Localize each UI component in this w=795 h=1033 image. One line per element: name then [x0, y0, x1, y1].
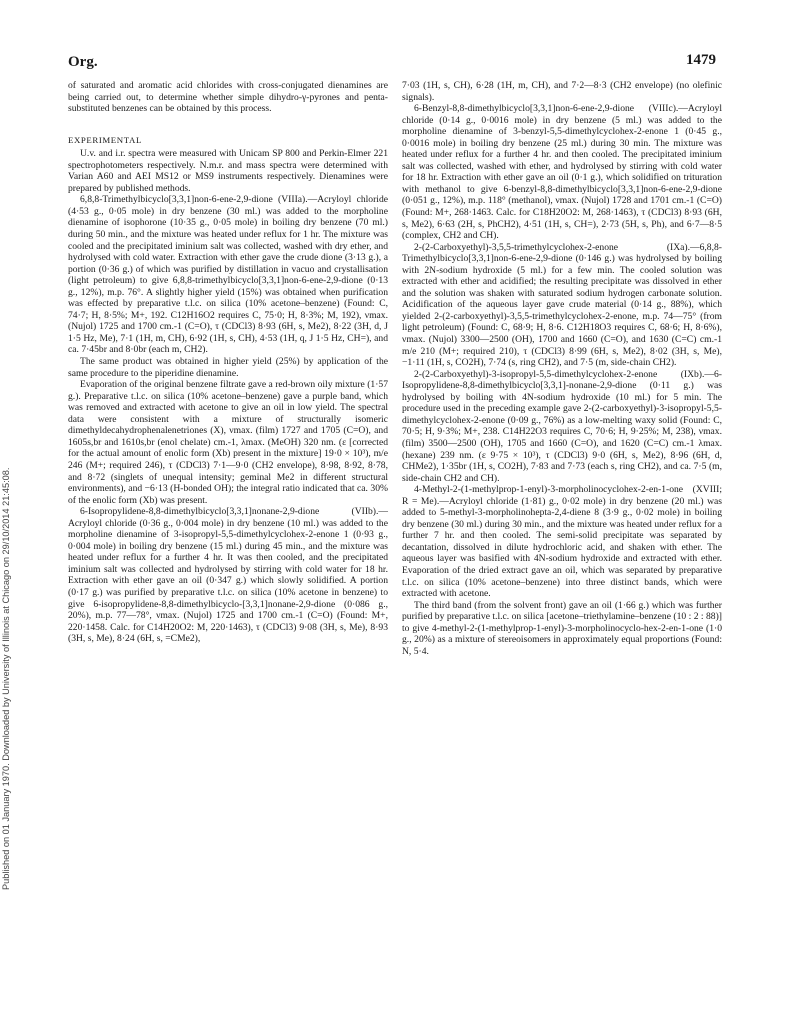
download-watermark: Published on 01 January 1970. Downloaded by University of Illinois at Chicago on 29/10/2014 21:45:08.	[1, 467, 11, 890]
paragraph: U.v. and i.r. spectra were measured with Unicam SP 800 and Perkin-Elmer 221 spectrophotometers respectively. N.m.r. and mass spectra were determined with Varian A60 and AEI MS12 or MS9 instruments respectively. Dienamines were prepared by published methods.	[68, 148, 388, 194]
paragraph: 7·03 (1H, s, CH), 6·28 (1H, m, CH), and 7·2—8·3 (CH2 envelope) (no olefinic signals).	[402, 80, 722, 103]
paragraph: of saturated and aromatic acid chlorides with cross-conjugated dienamines are being carried out, to determine whether simple dihydro-γ-pyrones and penta-substituted benzenes can be obtained by this process.	[68, 80, 388, 115]
page-number: 1479	[686, 52, 716, 68]
paragraph: Evaporation of the original benzene filtrate gave a red-brown oily mixture (1·57 g.). Preparative t.l.c. on silica (10% acetone–benzene) gave a purple band, which was removed and extracted with acetone to give an oil in low yield. The spectral data were consistent with a mixture of structurally isomeric dimethyldecahydrophenalenetriones (X), νmax. (film) 1727 and 1705 (C=O), and 1605s,br and 1610s,br (enol chelate) cm.-1, λmax. (MeOH) 320 nm. (ε [corrected for the actual amount of enolic form (Xb) present in the mixture] 19·0 × 10³), m/e 246 (M+; required 246), τ (CDCl3) 7·1—9·0 (CH2 envelope), 8·98, 8·92, 8·78, and 8·72 (singlets of unequal intensity; geminal Me2 in different structural environments), and −6·13 (H-bonded OH); the integral ratio indicated that ca. 30% of the enolic form (Xb) was present.	[68, 379, 388, 506]
paragraph: 6,8,8-Trimethylbicyclo[3,3,1]non-6-ene-2,9-dione (VIIIa).—Acryloyl chloride (4·53 g., 0·05 mole) in dry benzene (30 ml.) was added to the morpholine dienamine of isophorone (10·35 g., 0·05 mole) in boiling dry benzene (70 ml.) during 50 min., and the mixture was heated under reflux for 1 hr. The mixture was cooled and the precipitated iminium salt was collected, washed with dry ether, and hydrolysed with cold water. Extraction with ether gave the crude dione (3·13 g.), a portion (0·36 g.) of which was purified by distillation in vacuo and crystallisation (light petroleum) to give 6,8,8-trimethylbicyclo[3,3,1]non-6-ene-2,9-dione (0·13 g., 12%), m.p. 76°. A slightly higher yield (15%) was obtained when purification was effected by preparative t.l.c. on silica (10% acetone–benzene) (Found: C, 74·7; H, 8·5%; M+, 192. C12H16O2 requires C, 75·0; H, 8·3%; M, 192), νmax. (Nujol) 1725 and 1700 cm.-1 (C=O), τ (CDCl3) 8·93 (6H, s, Me2), 8·22 (3H, d, J 1·5 Hz, Me), 7·1 (1H, m, CH), 6·92 (1H, s, CH), 4·53 (1H, q, J 1·5 Hz, CH=), and ca. 7·45br and 8·0br (each m, CH2).	[68, 194, 388, 356]
paragraph: 6-Isopropylidene-8,8-dimethylbicyclo[3,3,1]nonane-2,9-dione (VIIb).—Acryloyl chloride (0·36 g., 0·004 mole) in dry benzene (10 ml.) was added to the morpholine dienamine of 3-isopropyl-5,5-dimethylcyclohex-2-enone 1 (0·93 g., 0·004 mole) in boiling dry benzene (15 ml.) during 45 min., and the mixture was heated under reflux for a further 4 hr. It was then cooled, and the precipitated iminium salt was collected and hydrolysed by stirring with cold water for 18 hr. Extraction with ether gave an oil (0·347 g.) which slowly solidified. A portion (0·17 g.) was purified by preparative t.l.c. on silica (10% acetone in benzene) to give 6-isopropylidene-8,8-dimethylbicyclo-[3,3,1]nonane-2,9-dione (0·086 g., 20%), m.p. 77—78°, νmax. (Nujol) 1725 and 1700 cm.-1 (C=O) (Found: M+, 220·1458. Calc. for C14H20O2: M, 220·1463), τ (CDCl3) 9·08 (3H, s, Me), 8·93 (3H, s, Me), 8·24 (6H, s, =CMe2),	[68, 506, 388, 645]
paragraph: 2-(2-Carboxyethyl)-3-isopropyl-5,5-dimethylcyclohex-2-enone (IXb).—6-Isopropylidene-8,8-dimethylbicyclo[3,3,1]-nonane-2,9-dione (0·11 g.) was hydrolysed by boiling with 4N-sodium hydroxide (10 ml.) for 5 min. The procedure used in the preceding example gave 2-(2-carboxyethyl)-3-isopropyl-5,5-dimethylcyclohex-2-enone (0·09 g., 76%) as a low-melting waxy solid (Found: C, 70·5; H, 9·3%; M+, 238. C14H22O3 requires C, 70·6; H, 9·25%; M, 238), νmax. (film) 3500—2500 (OH), 1705 and 1660 (C=O), and 1620 (C=C) cm.-1 λmax. (hexane) 239 nm. (ε 9·75 × 10³), τ (CDCl3) 9·0 (6H, s, Me2), 8·96 (6H, d, CHMe2), 1·35br (1H, s, CO2H), 7·83 and 7·73 (each s, ring CH2), and ca. 7·5 (m, side-chain CH2 and CH).	[402, 368, 722, 484]
left-column	[68, 80, 388, 645]
right-column	[402, 80, 722, 657]
paragraph: The same product was obtained in higher yield (25%) by application of the same procedure to the piperidine dienamine.	[68, 356, 388, 379]
paragraph: 2-(2-Carboxyethyl)-3,5,5-trimethylcyclohex-2-enone (IXa).—6,8,8-Trimethylbicyclo[3,3,1]non-6-ene-2,9-dione (0·146 g.) was hydrolysed by boiling with 2N-sodium hydroxide (5 ml.) for a few min. The cooled solution was extracted with ether and acidified; the resulting precipitate was dissolved in ether and the solution was shaken with saturated sodium hydrogen carbonate solution. Acidification of the aqueous layer gave crude material (0·14 g., 88%), which yielded 2-(2-carboxyethyl)-3,5,5-trimethylcyclohex-2-enone, m.p. 74—75° (from light petroleum) (Found: C, 68·9; H, 8·6. C12H18O3 requires C, 68·6; H, 8·6%), νmax. (Nujol) 3300—2500 (OH), 1700 and 1660 (C=O), and 1630 (C=C) cm.-1 m/e 210 (M+; required 210), τ (CDCl3) 8·99 (6H, s, Me2), 8·02 (3H, s, Me), −1·11 (1H, s, CO2H), 7·74 (s, ring CH2), and 7·5 (m, side-chain CH2).	[402, 241, 722, 369]
paragraph: The third band (from the solvent front) gave an oil (1·66 g.) which was further purified by preparative t.l.c. on silica [acetone–triethylamine–benzene (10 : 2 : 88)] to give 4-methyl-2-(1-methylprop-1-enyl)-3-morpholinocyclo-hex-2-en-1-one (1·0 g., 20%) as a mixture of stereoisomers in approximately equal proportions (Found: N, 5·4.	[402, 599, 722, 657]
paragraph: 4-Methyl-2-(1-methylprop-1-enyl)-3-morpholinocyclohex-2-en-1-one (XVIII; R = Me).—Acryloyl chloride (1·81) g., 0·02 mole) in dry benzene (20 ml.) was added to 5-methyl-3-morpholinohepta-2,4-diene 8 (3·9 g., 0·02 mole) in boiling dry benzene (30 ml.) during 30 min., and the mixture was heated under reflux for a further 7 hr. and then cooled. The semi-solid precipitate was separated by decantation, dissolved in dilute hydrochloric acid, and shaken with ether. The aqueous layer was basified with 4N-sodium hydroxide and extracted with ether. Evaporation of the dried extract gave an oil, which was separated by preparative t.l.c. on silica (10% acetone–benzene) into three distinct bands, which were extracted with acetone.	[402, 484, 722, 600]
section-heading: EXPERIMENTAL	[68, 134, 142, 145]
journal-header: Org.	[68, 54, 98, 70]
paragraph: 6-Benzyl-8,8-dimethylbicyclo[3,3,1]non-6-ene-2,9-dione (VIIIc).—Acryloyl chloride (0·14 g., 0·0016 mole) in dry benzene (5 ml.) was added to the morpholine dienamine of 3-benzyl-5,5-dimethylcyclohex-2-enone 1 (0·45 g., 0·0016 mole) in boiling dry benzene (25 ml.) during 30 min. The mixture was heated under reflux for a further 4 hr. and then cooled. The precipitated iminium salt was collected, washed with ether, and hydrolysed by stirring with cold water for 18 hr. Extraction with ether gave an oil (0·1 g.), which solidified on trituration with methanol to give 6-benzyl-8,8-dimethylbicyclo[3,3,1]non-6-ene-2,9-dione (0·051 g., 12%), m.p. 118° (methanol), νmax. (Nujol) 1728 and 1701 cm.-1 (C=O) (Found: M+, 268·1463. Calc. for C18H20O2: M, 268·1463), τ (CDCl3) 8·93 (6H, s, Me2), 6·63 (2H, s, PhCH2), 4·51 (1H, s, CH=), 2·73 (5H, s, Ph), and 6·7—8·5 (complex, CH2 and CH).	[402, 103, 722, 242]
